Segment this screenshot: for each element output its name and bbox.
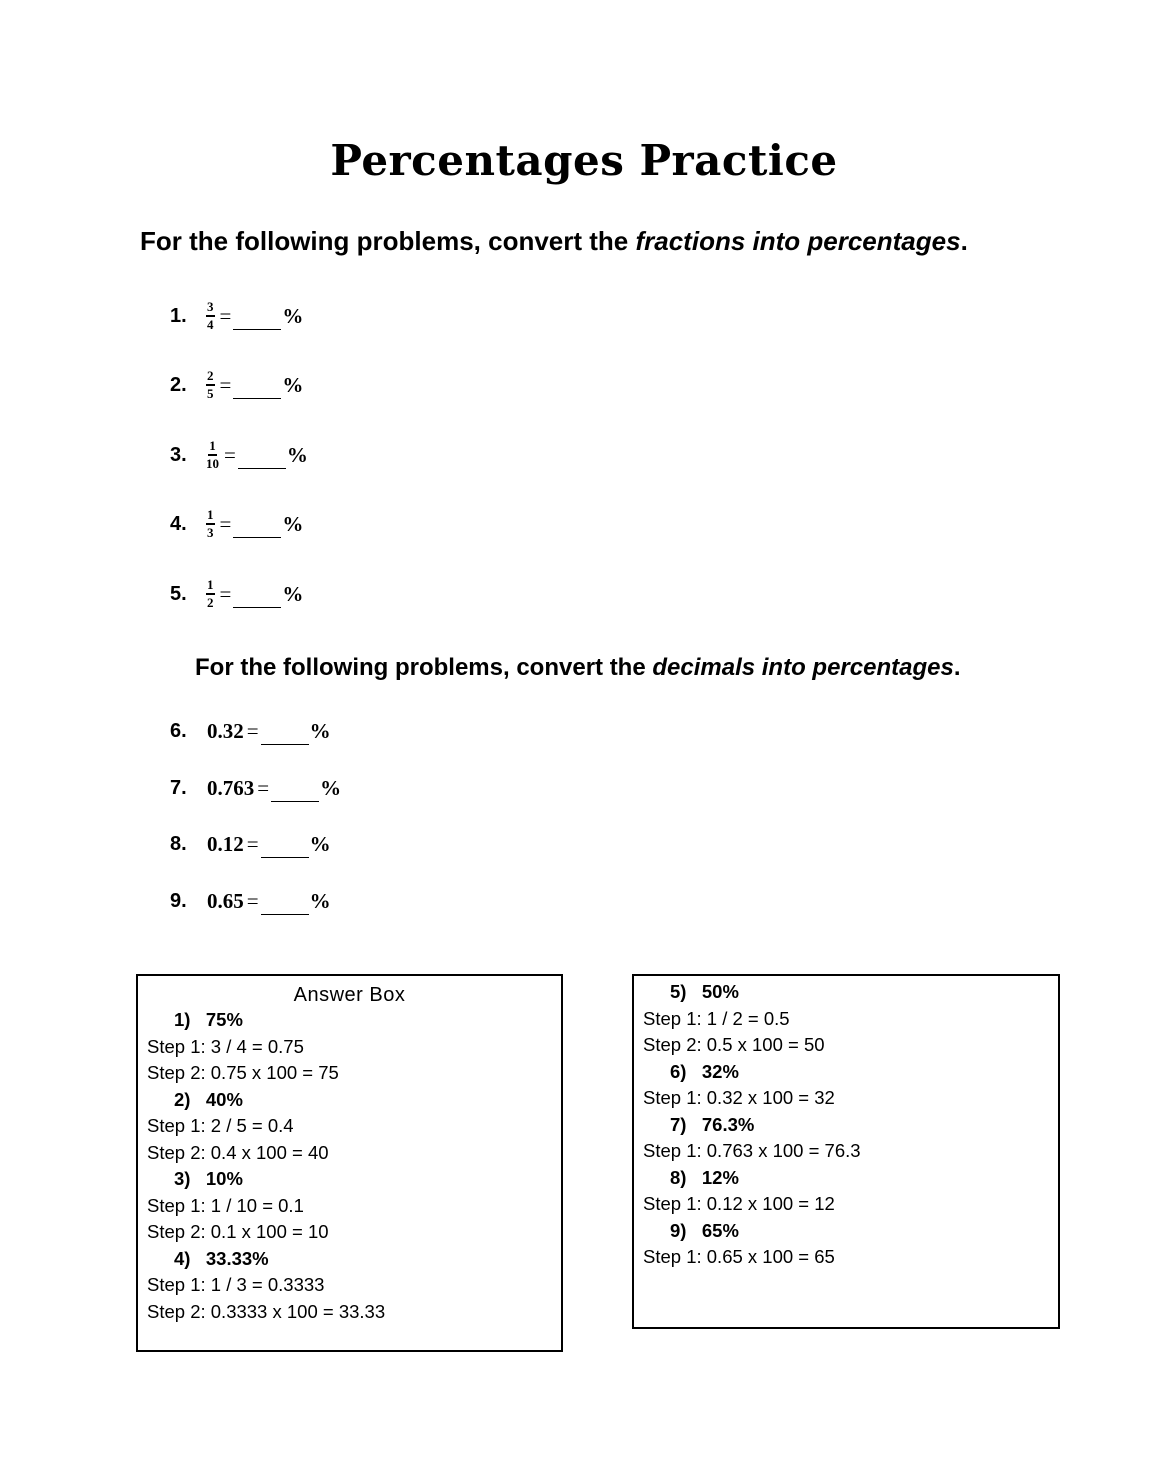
answer-blank[interactable] bbox=[233, 309, 281, 330]
decimal-value: 0.65 bbox=[207, 889, 244, 913]
answer-line: 6) 32% bbox=[670, 1060, 739, 1082]
answer-line: 4) 33.33% bbox=[174, 1247, 269, 1269]
decimals-instruction bbox=[195, 654, 960, 682]
instruction-emphasis: fractions into percentages bbox=[635, 226, 961, 256]
percent-sign: % bbox=[309, 832, 331, 856]
answer-line: 8) 12% bbox=[670, 1166, 739, 1188]
page-title: Percentages Practice bbox=[330, 136, 838, 185]
equals-sign: = bbox=[246, 719, 259, 743]
answer-box-right bbox=[632, 974, 1060, 1329]
answer-box-title: Answer Box bbox=[293, 984, 406, 1006]
answer-line: 1) 75% bbox=[174, 1009, 243, 1030]
denominator: 5 bbox=[207, 386, 214, 401]
decimal-problem-8 bbox=[170, 831, 331, 858]
step-line: Step 1: 2 / 5 = 0.4 bbox=[147, 1115, 294, 1136]
answer-line: 7) 76.3% bbox=[670, 1113, 755, 1135]
decimal-value: 0.32 bbox=[207, 719, 244, 743]
answer-blank[interactable] bbox=[238, 448, 286, 469]
step-line: Step 1: 0.763 x 100 = 76.3 bbox=[643, 1140, 861, 1161]
decimal-problem-9 bbox=[170, 888, 331, 915]
answer-blank[interactable] bbox=[261, 724, 309, 745]
step-line: Step 2: 0.1 x 100 = 10 bbox=[147, 1221, 329, 1242]
answer-blank[interactable] bbox=[233, 378, 281, 399]
numerator: 2 bbox=[206, 369, 215, 386]
fraction-problem-4 bbox=[170, 508, 303, 540]
numerator: 1 bbox=[208, 439, 217, 456]
equals-sign: = bbox=[219, 581, 232, 606]
problem-number: 9. bbox=[170, 890, 187, 912]
numerator: 3 bbox=[206, 300, 215, 317]
answer-blank[interactable] bbox=[233, 587, 281, 608]
decimal-value: 0.763 bbox=[207, 776, 255, 800]
percent-sign: % bbox=[320, 776, 342, 800]
decimal-problem-6 bbox=[170, 718, 331, 745]
answer-line: 5) 50% bbox=[670, 981, 739, 1002]
equals-sign: = bbox=[219, 511, 232, 536]
step-line: Step 1: 1 / 10 = 0.1 bbox=[147, 1194, 304, 1216]
percent-sign: % bbox=[309, 889, 331, 913]
fraction-problem-1 bbox=[170, 300, 303, 332]
percent-sign: % bbox=[282, 511, 304, 536]
fractions-instruction bbox=[140, 226, 968, 257]
decimal-problem-7 bbox=[170, 775, 341, 802]
instruction-period: . bbox=[960, 226, 968, 256]
answer-line: 2) 40% bbox=[174, 1088, 243, 1110]
answer-blank[interactable] bbox=[261, 837, 309, 858]
fraction bbox=[206, 300, 215, 332]
problem-number: 4. bbox=[170, 512, 187, 535]
problem-number: 1. bbox=[170, 304, 187, 327]
answer-blank[interactable] bbox=[233, 517, 281, 538]
equals-sign: = bbox=[219, 372, 232, 397]
answer-blank[interactable] bbox=[271, 781, 319, 802]
percent-sign: % bbox=[309, 719, 331, 743]
step-line: Step 1: 3 / 4 = 0.75 bbox=[147, 1035, 304, 1057]
percent-sign: % bbox=[286, 442, 308, 467]
answer-line: 3) 10% bbox=[174, 1168, 243, 1189]
problem-number: 5. bbox=[170, 582, 187, 605]
step-line: Step 2: 0.75 x 100 = 75 bbox=[147, 1062, 339, 1083]
step-line: Step 1: 0.32 x 100 = 32 bbox=[643, 1087, 835, 1108]
fraction bbox=[206, 578, 215, 610]
step-line: Step 2: 0.3333 x 100 = 33.33 bbox=[147, 1300, 386, 1322]
problem-number: 3. bbox=[170, 443, 187, 466]
equals-sign: = bbox=[246, 832, 259, 856]
decimal-value: 0.12 bbox=[207, 832, 244, 856]
answer-blank[interactable] bbox=[261, 894, 309, 915]
problem-number: 7. bbox=[170, 777, 187, 799]
equals-sign: = bbox=[257, 776, 270, 800]
percent-sign: % bbox=[282, 303, 304, 328]
instruction-text: For the following problems, convert the bbox=[140, 226, 636, 256]
problem-number: 6. bbox=[170, 720, 187, 742]
fraction-problem-3 bbox=[170, 439, 308, 471]
problem-number: 8. bbox=[170, 833, 187, 855]
equals-sign: = bbox=[246, 889, 259, 913]
fraction bbox=[206, 439, 219, 471]
step-line: Step 1: 0.12 x 100 = 12 bbox=[643, 1193, 835, 1214]
fraction bbox=[206, 369, 215, 401]
percent-sign: % bbox=[282, 581, 304, 606]
instruction-text: For the following problems, convert the bbox=[195, 654, 653, 681]
equals-sign: = bbox=[224, 442, 236, 467]
numerator: 1 bbox=[206, 578, 215, 595]
instruction-period: . bbox=[953, 654, 961, 681]
percent-sign: % bbox=[282, 372, 304, 397]
fraction-problem-2 bbox=[170, 369, 303, 401]
fraction-problem-5 bbox=[170, 578, 303, 610]
denominator: 4 bbox=[207, 317, 214, 332]
denominator: 2 bbox=[207, 595, 214, 610]
answer-box-left bbox=[136, 974, 563, 1352]
instruction-emphasis: decimals into percentages bbox=[652, 654, 954, 681]
fraction bbox=[206, 508, 215, 540]
answer-line: 9) 65% bbox=[670, 1219, 739, 1241]
step-line: Step 2: 0.5 x 100 = 50 bbox=[643, 1034, 825, 1055]
numerator: 1 bbox=[206, 508, 215, 525]
problem-number: 2. bbox=[170, 373, 187, 396]
equals-sign: = bbox=[219, 303, 232, 328]
step-line: Step 1: 1 / 3 = 0.3333 bbox=[147, 1274, 325, 1295]
denominator: 10 bbox=[206, 456, 219, 471]
denominator: 3 bbox=[207, 525, 214, 540]
step-line: Step 1: 1 / 2 = 0.5 bbox=[643, 1007, 790, 1029]
step-line: Step 2: 0.4 x 100 = 40 bbox=[147, 1141, 329, 1163]
step-line: Step 1: 0.65 x 100 = 65 bbox=[643, 1246, 835, 1267]
